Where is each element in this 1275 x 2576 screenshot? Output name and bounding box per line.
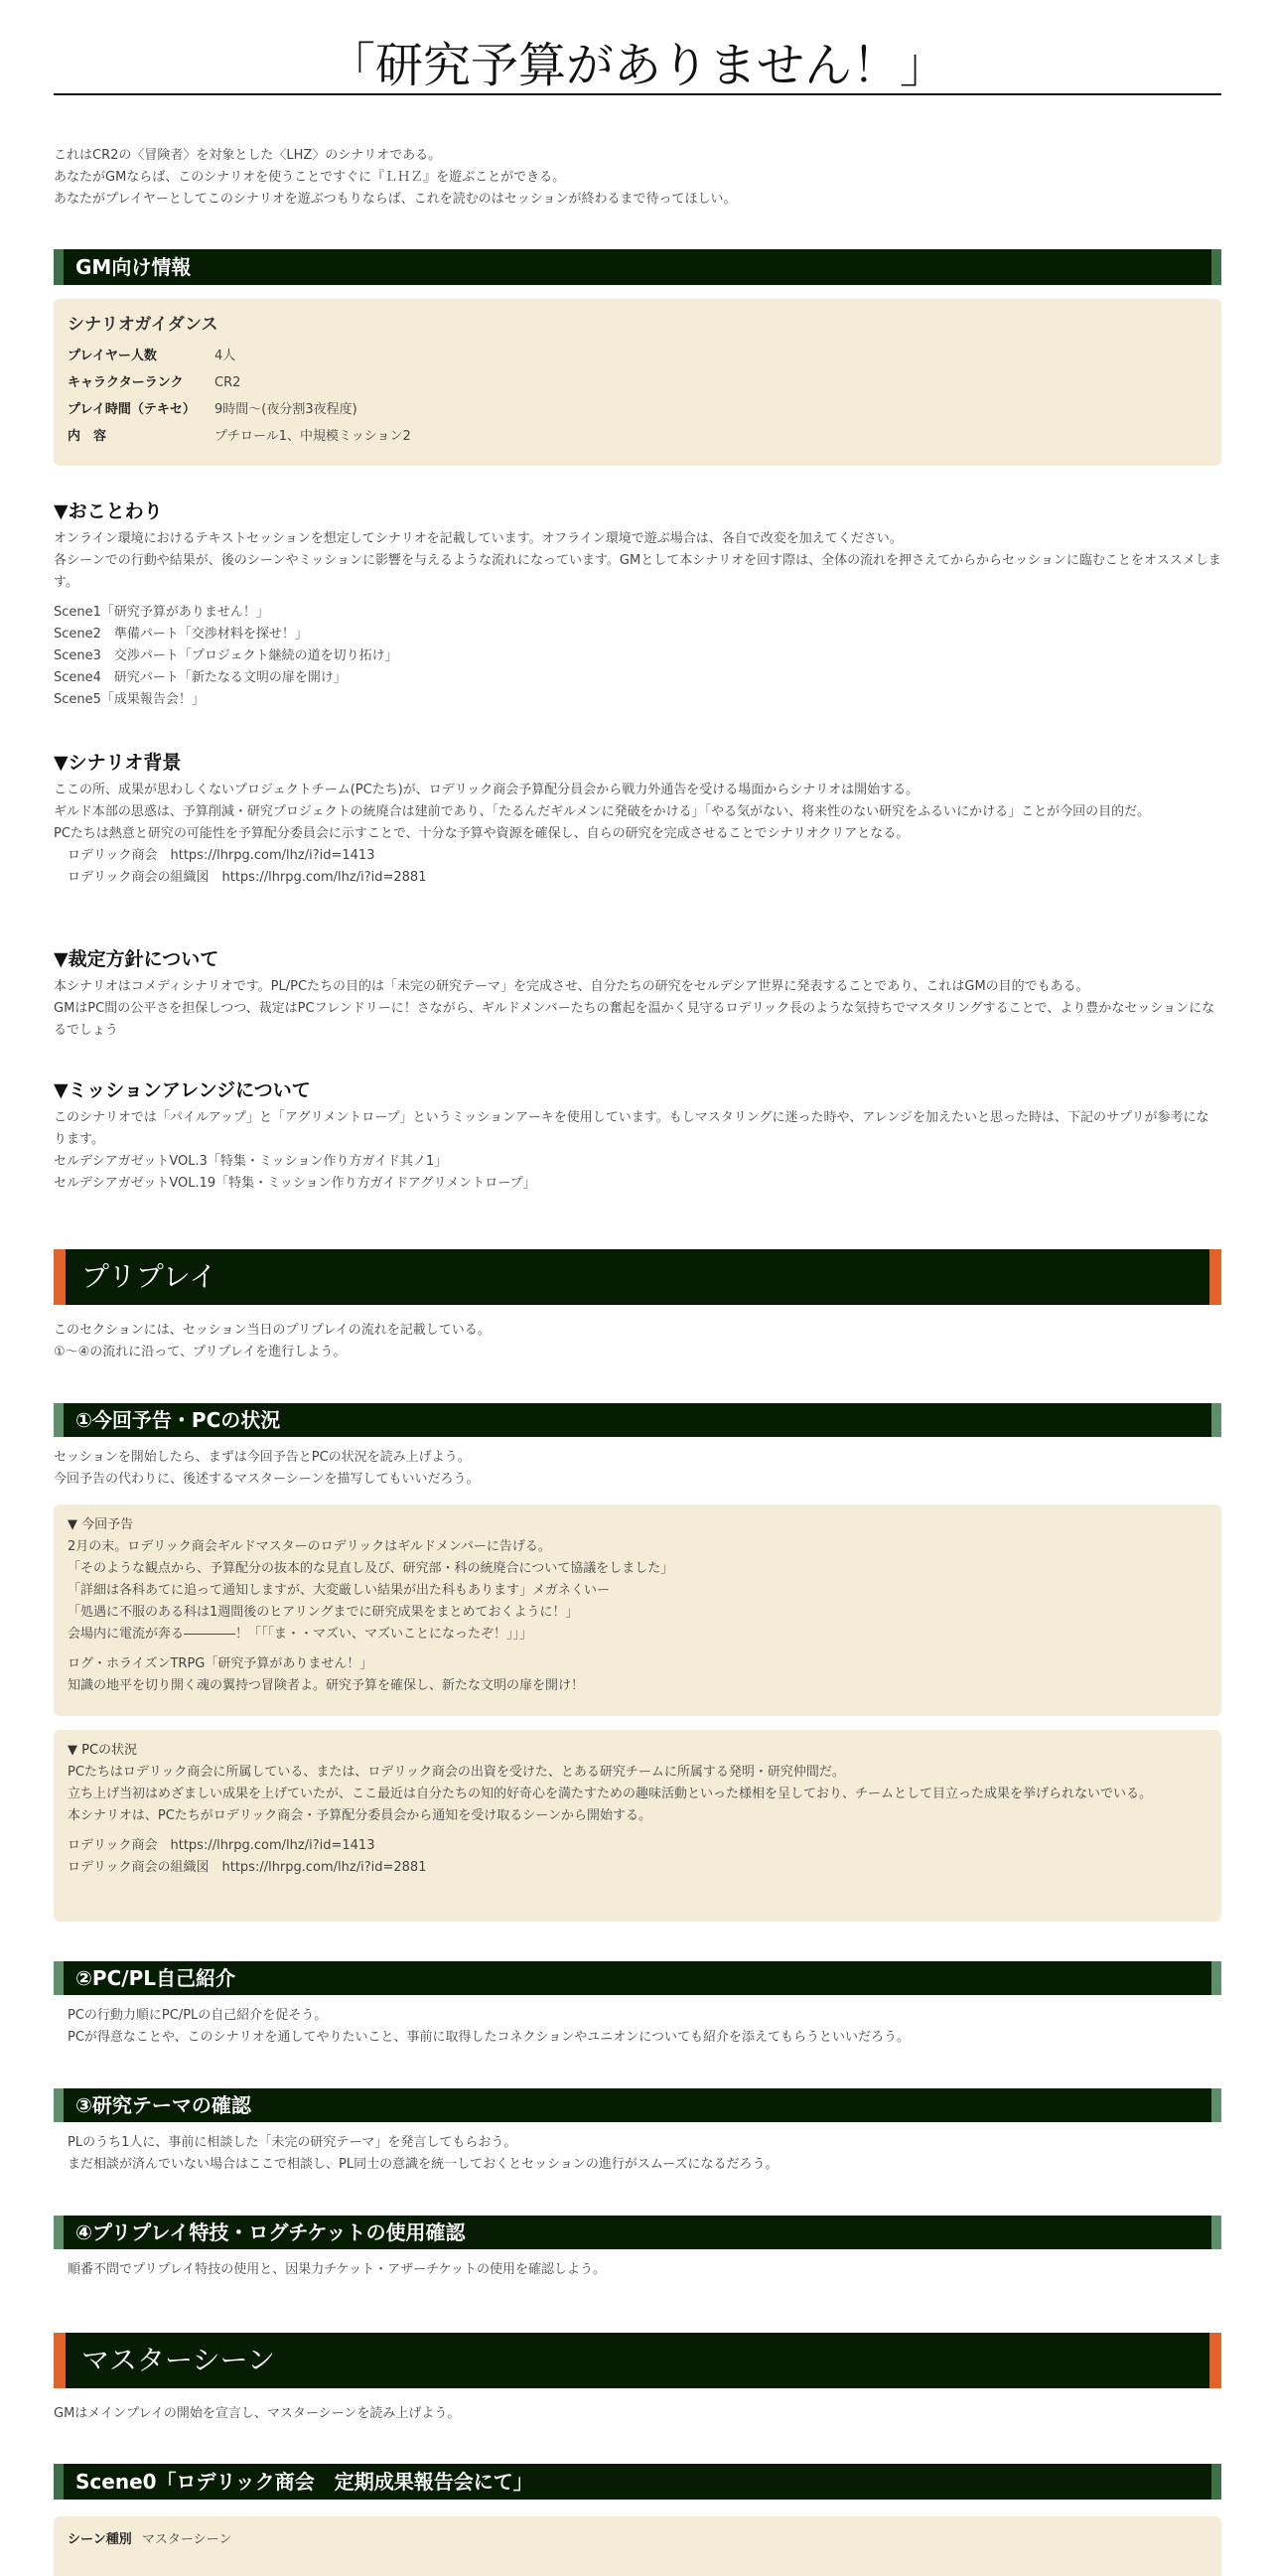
pc-status-line: 本シナリオは、PCたちがロデリック商会・予算配分委員会から通知を受け取るシーンから開始する。	[68, 1808, 652, 1823]
title-underline	[54, 93, 1221, 95]
yokoku-line: ログ・ホライズンTRPG「研究予算がありません！」	[68, 1656, 373, 1671]
arrange-heading: ▼ミッションアレンジについて	[54, 1079, 311, 1101]
preplay-para: ①～④の流れに沿って、プリプレイを進行しよう。	[54, 1345, 347, 1360]
pc-status-card	[54, 1730, 1221, 1922]
step2-para: PCが得意なことや、このシナリオを通してやりたいこと、事前に取得したコネクションやユニオンについても紹介を添えてもらうといいだろう。	[68, 2030, 911, 2045]
yokoku-line: 知識の地平を切り開く魂の翼持つ冒険者よ。研究予算を確保し、新たな文明の扉を開け！	[68, 1678, 585, 1693]
scene0-type-value: マスターシーン	[141, 2532, 232, 2547]
intro-line: あなたがプレイヤーとしてこのシナリオを遊ぶつもりならば、これを読むのはセッションが終わるまで待ってほしい。	[54, 192, 737, 207]
background-para: ギルド本部の思惑は、予算削減・研究プロジェクトの統廃合は建前であり、「たるんだギルメンに発破をかける」「やる気がない、将来性のない研究をふるいにかける」ことが今回の目的だ。	[54, 804, 1151, 819]
scene0-type-key: シーン種別	[68, 2532, 132, 2547]
master-body	[54, 2403, 1221, 2425]
step3-body	[54, 2132, 1221, 2176]
preplay-para: このセクションには、セッション当日のプリプレイの流れを記載している。	[54, 1323, 491, 1338]
scene-list-item: Scene3 交渉パート「プロジェクト継続の道を切り拓け」	[54, 648, 398, 663]
pc-status-line: 立ち上げ当初はめざましい成果を上げていたが、ここ最近は自分たちの知的好奇心を満たすための趣味活動といった様相を呈しており、チームとして目立った成果を挙げられないでいる。	[68, 1787, 1153, 1801]
roderick-link[interactable]: ロデリック商会 https://lhrpg.com/lhz/i?id=1413	[68, 848, 375, 863]
guidance-key: 内 容	[68, 429, 107, 444]
scene-list-item: Scene5「成果報告会！」	[54, 692, 205, 707]
roderick-org-link[interactable]: ロデリック商会の組織図 https://lhrpg.com/lhz/i?id=2881	[68, 1860, 427, 1875]
yokoku-card	[54, 1504, 1221, 1716]
preplay-heading: プリプレイ	[54, 1249, 1221, 1305]
gm-section-heading: GM向け情報	[54, 249, 1221, 285]
yokoku-label: ▼ 今回予告	[68, 1517, 134, 1532]
guidance-row	[68, 343, 1207, 369]
step2-body	[54, 2005, 1221, 2049]
notice-section	[54, 499, 1221, 711]
step4-body	[54, 2259, 1221, 2281]
yokoku-line: 「そのような観点から、予算配分の抜本的な見直し及び、研究部・科の統廃合について協議をしました」	[68, 1561, 674, 1576]
guidance-value: CR2	[214, 375, 241, 390]
step1-intro	[54, 1447, 1221, 1491]
notice-para: 各シーンでの行動や結果が、後のシーンやミッションに影響を与えるような流れになっています。GMとして本シナリオを回す際は、全体の流れを押さえてからからセッションに臨むことをオススメします。	[54, 553, 1221, 590]
scene0-type-row	[68, 2528, 1207, 2552]
yokoku-line: 会場内に電流が奔る――――！「「「ま・・マズい、マズいことになったぞ！」」」	[68, 1627, 533, 1642]
master-heading: マスターシーン	[54, 2333, 1221, 2388]
guidance-key: プレイヤー人数	[68, 349, 157, 363]
step2-para: PCの行動力順にPC/PLの自己紹介を促そう。	[68, 2008, 328, 2023]
pc-status-line: PCたちはロデリック商会に所属している、または、ロデリック商会の出資を受けた、とある研究チームに所属する発明・研究仲間だ。	[68, 1765, 845, 1780]
guidance-title: シナリオガイダンス	[68, 315, 218, 335]
background-para: PCたちは熱意と研究の可能性を予算配分委員会に示すことで、十分な予算や資源を確保し、自らの研究を完成させることでシナリオクリアとなる。	[54, 826, 910, 841]
step1-para: セッションを開始したら、まずは今回予告とPCの状況を読み上げよう。	[54, 1450, 471, 1465]
intro	[54, 145, 1221, 211]
notice-para: オンライン環境におけるテキストセッションを想定してシナリオを記載しています。オフライン環境で遊ぶ場合は、各自で改変を加えてください。	[54, 531, 903, 546]
guidance-value: 4人	[214, 349, 236, 363]
background-section	[54, 750, 1221, 889]
page-title: 「研究予算がありません！」	[327, 38, 947, 93]
scene0-card	[54, 2516, 1221, 2576]
step4-heading: ④プリプレイ特技・ログチケットの使用確認	[54, 2216, 1221, 2249]
step3-heading: ③研究テーマの確認	[54, 2088, 1221, 2122]
background-para: ここの所、成果が思わしくないプロジェクトチーム(PCたち)が、ロデリック商会予算配分員会から戦力外通告を受ける場面からシナリオは開始する。	[54, 783, 920, 797]
guidance-row	[68, 423, 1207, 450]
intro-line: これはCR2の〈冒険者〉を対象とした〈LHZ〉のシナリオである。	[54, 148, 442, 163]
intro-line: あなたがGMならば、このシナリオを使うことですぐに『ＬＨＺ』を遊ぶことができる。	[54, 170, 566, 185]
background-heading: ▼シナリオ背景	[54, 752, 182, 774]
preplay-intro	[54, 1320, 1221, 1363]
policy-section	[54, 946, 1221, 1042]
step3-para: まだ相談が済んでいない場合はここで相談し、PL同士の意識を統一しておくとセッションの進行がスムーズになるだろう。	[68, 2157, 779, 2172]
policy-heading: ▼裁定方針について	[54, 948, 219, 970]
yokoku-line: 「処遇に不服のある科は1週間後のヒアリングまでに研究成果をまとめておくように！」	[68, 1605, 579, 1620]
step3-para: PLのうち1人に、事前に相談した「未完の研究テーマ」を発言してもらおう。	[68, 2135, 517, 2150]
pc-status-label: ▼ PCの状況	[68, 1743, 138, 1758]
guidance-row	[68, 369, 1207, 396]
arrange-para: このシナリオでは「パイルアップ」と「アグリメントロープ」というミッションアーキを使用しています。もしマスタリングに迷った時や、アレンジを加えたいと思った時は、下記のサプリが参考になります。	[54, 1110, 1209, 1147]
arrange-section	[54, 1077, 1221, 1195]
guidance-key: キャラクターランク	[68, 375, 184, 390]
policy-para: 本シナリオはコメディシナリオです。PL/PCたちの目的は「未完の研究テーマ」を完成させ、自分たちの研究をセルデシア世界に発表することであり、これはGMの目的でもある。	[54, 979, 1089, 994]
step2-heading: ②PC/PL自己紹介	[54, 1961, 1221, 1995]
policy-para: GMはPC間の公平さを担保しつつ、裁定はPCフレンドリーに！さながら、ギルドメンバーたちの奮起を温かく見守るロデリック長のような気持ちでマスタリングすることで、より豊かなセッションになるでしょう	[54, 1001, 1215, 1038]
guidance-value: プチロール1、中規模ミッション2	[214, 429, 411, 444]
master-para: GMはメインプレイの開始を宣言し、マスターシーンを読み上げよう。	[54, 2406, 461, 2421]
guidance-row	[68, 396, 1207, 423]
scene-list-item: Scene4 研究パート「新たなる文明の扉を開け」	[54, 670, 347, 685]
roderick-org-link[interactable]: ロデリック商会の組織図 https://lhrpg.com/lhz/i?id=2881	[68, 870, 427, 885]
guidance-key: プレイ時間（テキセ）	[68, 402, 196, 417]
scene-list-item: Scene1「研究予算がありません！」	[54, 605, 269, 620]
yokoku-line: 2月の末。ロデリック商会ギルドマスターのロデリックはギルドメンバーに告げる。	[68, 1539, 551, 1554]
arrange-para: セルデシアガゼットVOL.19「特集・ミッション作り方ガイドアグリメントロープ」	[54, 1176, 536, 1191]
scene-list-item: Scene2 準備パート「交渉材料を探せ！」	[54, 627, 308, 642]
scene0-heading: Scene0「ロデリック商会 定期成果報告会にて」	[54, 2464, 1221, 2500]
guidance-value: 9時間～(夜分割3夜程度)	[214, 402, 357, 417]
arrange-para: セルデシアガゼットVOL.3「特集・ミッション作り方ガイド其ノ1」	[54, 1154, 448, 1169]
step4-para: 順番不問でプリプレイ特技の使用と、因果力チケット・アザーチケットの使用を確認しよう。	[68, 2262, 606, 2277]
step1-para: 今回予告の代わりに、後述するマスターシーンを描写してもいいだろう。	[54, 1472, 480, 1487]
guidance-card	[54, 299, 1221, 466]
yokoku-line: 「詳細は各科あてに追って通知しますが、大変厳しい結果が出た科もあります」メガネくいー	[68, 1583, 611, 1598]
roderick-link[interactable]: ロデリック商会 https://lhrpg.com/lhz/i?id=1413	[68, 1838, 375, 1853]
notice-heading: ▼おことわり	[54, 501, 163, 522]
step1-heading: ①今回予告・PCの状況	[54, 1403, 1221, 1437]
